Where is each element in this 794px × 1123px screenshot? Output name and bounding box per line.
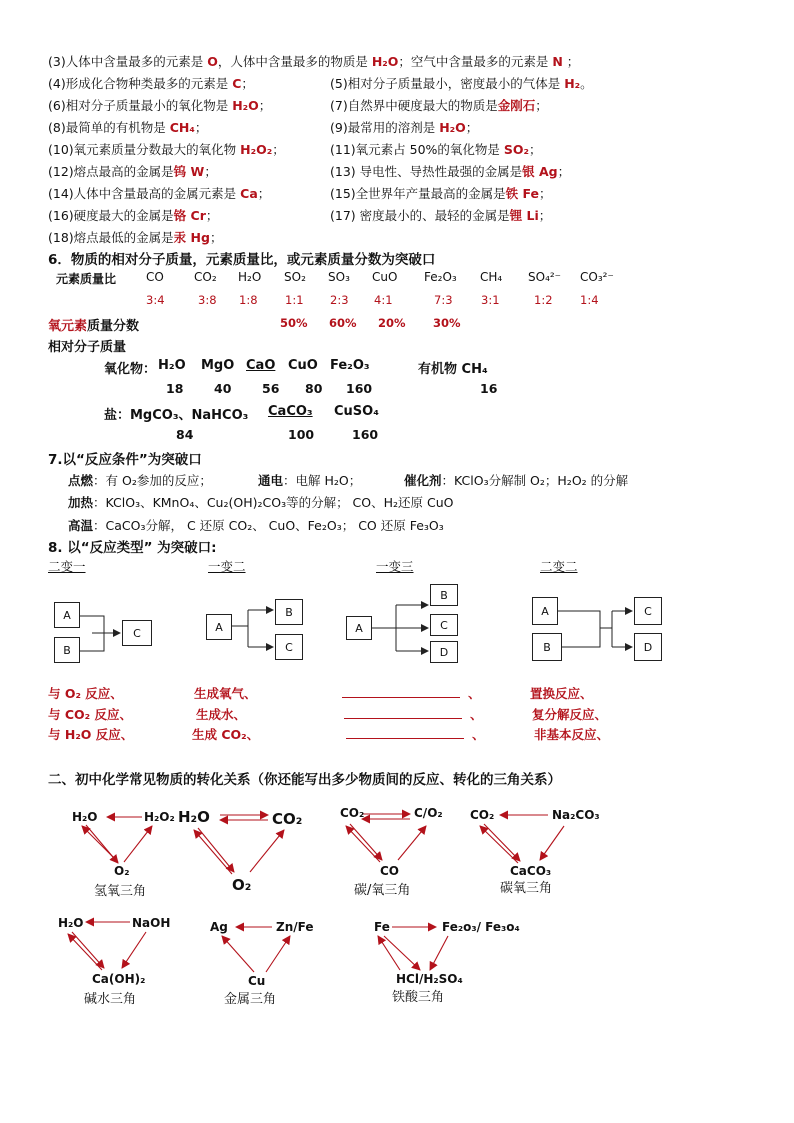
fact-13: (13) 导电性、导热性最强的金属是银 Ag； [330,164,571,179]
ratio-value: 1:8 [239,293,258,307]
answer-blank-row: 、 [344,705,483,723]
t7-top-left: Fe [374,920,390,934]
fact-8: (8)最简单的有机物是 CH₄； [48,120,208,135]
oxide-formula: CuO [288,358,318,373]
answer-col1: 与 O₂ 反应、 [48,686,123,701]
box-d: D [430,641,458,663]
t3-top-left: CO₂ [340,806,365,820]
t6-label: 金属三角 [224,992,277,1007]
type-label: 一变二 [208,559,246,574]
answer-col2: 生成氧气、 [194,686,257,701]
t1-bottom: O₂ [114,864,130,878]
answer-blank-row: 、 [342,684,481,702]
oxide-formula: CaO [246,358,276,373]
oxide-mass: 160 [346,381,373,396]
t3-bottom: CO [380,864,400,878]
fraction-value: 50% [280,316,308,330]
t7-label: 铁酸三角 [392,990,445,1005]
box-b: B [54,637,80,663]
answer-col1: 与 CO₂ 反应、 [48,707,132,722]
oxide-formula: H₂O [158,358,186,373]
type-label: 一变三 [376,559,414,574]
box-a: A [532,597,558,625]
salt-mass: 100 [288,427,315,442]
t2-top-right: CO₂ [272,810,303,828]
t3-label: 碳/氧三角 [354,883,411,898]
salt-label: 盐：MgCO₃、NaHCO₃ [104,408,249,423]
fact-9: (9)最常用的溶剂是 H₂O； [330,120,479,135]
fact-11: (11)氧元素占 50%的氧化物是 SO₂； [330,142,542,157]
section-6-heading: 6．物质的相对分子质量，元素质量比，或元素质量分数为突破口 [48,252,436,268]
formula: SO₂ [284,270,306,284]
answer-col2: 生成水、 [196,707,247,722]
box-b: B [532,633,562,661]
condition-tongdian: 通电：电解 H₂O； [258,473,362,488]
formula: CO₂ [194,270,217,284]
fact-12: (12)熔点最高的金属是钨 W； [48,164,217,179]
section-2-heading: 二、初中化学常见物质的转化关系（你还能写出多少物质间的反应、转化的三角关系） [48,772,561,788]
fact-15: (15)全世界年产量最高的金属是铁 Fe； [330,186,552,201]
box-a: A [54,602,80,628]
answer-col4: 置换反应、 [530,686,593,701]
fact-6: (6)相对分子质量最小的氧化物是 H₂O； [48,98,272,113]
oxide-formula: Fe₂O₃ [330,358,370,373]
fraction-value: 60% [329,316,357,330]
fact-17: (17) 密度最小的、最轻的金属是锂 Li； [330,208,552,223]
t1-top-right: H₂O₂ [144,810,175,824]
fact-7: (7)自然界中硬度最大的物质是金刚石； [330,98,548,113]
box-b: B [430,584,458,606]
t7-top-right: Fe₂o₃/ Fe₃o₄ [442,920,520,934]
condition-row-1: 点燃：有 O₂参加的反应； [68,473,212,488]
box-c: C [275,634,303,660]
answer-col2: 生成 CO₂、 [192,727,260,742]
fact-16: (16)硬度最大的金属是铬 Cr； [48,208,219,223]
t7-bottom: HCl/H₂SO₄ [396,972,463,986]
t4-bottom: CaCO₃ [510,864,552,878]
formula: CO [146,270,164,284]
t1-top-left: H₂O [72,810,98,824]
box-d: D [634,633,662,661]
answer-col4: 复分解反应、 [532,707,608,722]
t6-bottom: Cu [248,974,266,988]
fraction-label: 氧元素质量分数 [48,319,140,334]
condition-jiare: 加热：KClO₃、KMnO₄、Cu₂(OH)₂CO₃等的分解； CO、H₂还原 CuO [68,495,454,510]
fact-10: (10)氧元素质量分数最大的氧化物 H₂O₂； [48,142,285,157]
type-label: 二变二 [540,559,578,574]
oxide-mass: 40 [214,381,232,396]
ratio-value: 1:4 [580,293,599,307]
fraction-value: 20% [378,316,406,330]
t4-top-left: CO₂ [470,808,495,822]
t5-top-right: NaOH [132,916,171,930]
box-c: C [430,614,458,636]
condition-cuihua: 催化剂：KClO₃分解制 O₂；H₂O₂ 的分解 [404,473,629,488]
fact-3: (3)人体中含量最多的元素是 O，人体中含量最多的物质是 H₂O；空气中含量最多的元素是 N ； [48,54,580,69]
ratio-value: 3:8 [198,293,217,307]
answer-col4: 非基本反应、 [534,727,610,742]
t4-label: 碳氧三角 [500,881,553,896]
fact-4: (4)形成化合物种类最多的元素是 C； [48,76,254,91]
ratio-value: 3:1 [481,293,500,307]
section-8-heading: 8. 以“反应类型” 为突破口: [48,540,217,556]
t5-bottom: Ca(OH)₂ [92,972,146,986]
t1-label: 氢氧三角 [94,884,147,899]
answer-col1: 与 H₂O 反应、 [48,727,134,742]
t4-top-right: Na₂CO₃ [552,808,600,822]
oxide-label: 氧化物： [104,362,157,377]
box-a: A [346,616,372,640]
ratio-value: 3:4 [146,293,165,307]
t5-top-left: H₂O [58,916,84,930]
t6-top-right: Zn/Fe [276,920,314,934]
ratio-value: 2:3 [330,293,349,307]
ratio-value: 1:2 [534,293,553,307]
oxide-mass: 80 [305,381,323,396]
formula: Fe₂O₃ [424,270,457,284]
fact-18: (18)熔点最低的金属是汞 Hg； [48,230,223,245]
box-c: C [122,620,152,646]
t2-top-left: H₂O [178,808,210,826]
t5-label: 碱水三角 [84,992,137,1007]
salt-mass: 160 [352,427,379,442]
box-b: B [275,599,303,625]
ratio-value: 4:1 [374,293,393,307]
oxide-mass: 18 [166,381,184,396]
t2-bottom: O₂ [232,876,252,894]
formula: SO₃ [328,270,350,284]
fact-14: (14)人体中含量最高的金属元素是 Ca； [48,186,271,201]
formula: CO₃²⁻ [580,270,614,284]
fact-5: (5)相对分子质量最小，密度最小的气体是 H₂。 [330,76,593,91]
salt-cuso4: CuSO₄ [334,404,379,419]
oxide-mass: 56 [262,381,280,396]
formula: SO₄²⁻ [528,270,562,284]
type-label: 二变一 [48,559,86,574]
oxide-formula: MgO [201,358,235,373]
box-c: C [634,597,662,625]
fraction-value: 30% [433,316,461,330]
ratio-value: 1:1 [285,293,304,307]
answer-blank-row: 、 [346,725,485,743]
ratio-label: 元素质量比 [56,272,117,286]
section-7-heading: 7.以“反应条件”为突破口 [48,452,202,468]
formula: CuO [372,270,398,284]
organic-mass: 16 [480,381,498,396]
t3-top-right: C/O₂ [414,806,443,820]
salt-mass: 84 [176,427,194,442]
formula: H₂O [238,270,262,284]
box-a: A [206,614,232,640]
t6-top-left: Ag [210,920,228,934]
condition-gaowen: 高温：CaCO₃分解， C 还原 CO₂、 CuO、Fe₂O₃； CO 还原 Fe₃O₃ [68,518,444,533]
salt-caco3: CaCO₃ [268,404,313,419]
ratio-value: 7:3 [434,293,453,307]
mass-label: 相对分子质量 [48,340,127,355]
organic-label: 有机物 CH₄ [418,362,488,377]
formula: CH₄ [480,270,503,284]
